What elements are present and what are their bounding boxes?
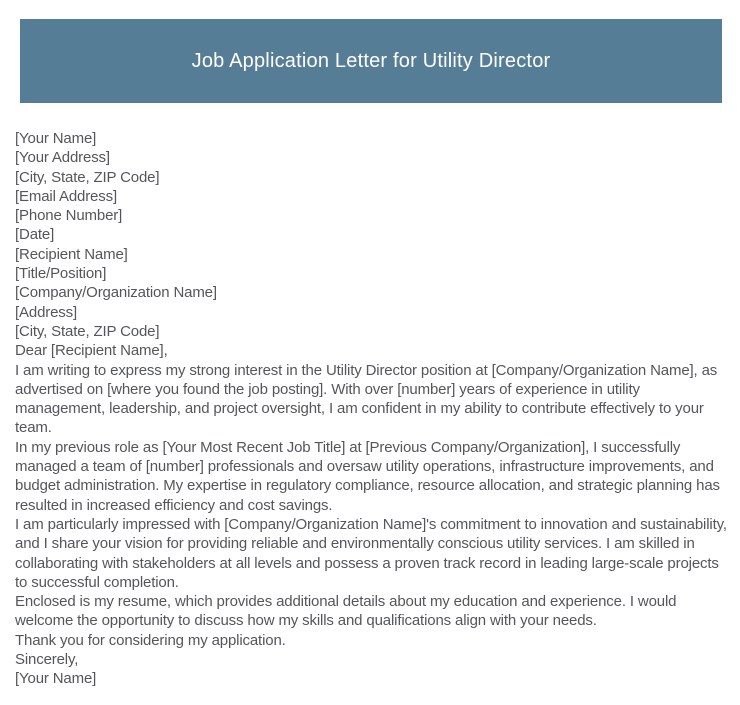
- recipient-line: [Title/Position]: [15, 265, 107, 283]
- sender-line: [Date]: [15, 226, 55, 244]
- letter-body: [15, 129, 727, 689]
- letter-paragraph: I am writing to express my strong interest in the Utility Director position at [Company/Organization Name], as advertised on [where you found the job posting]. With over [number] years of experience in utility management, leadership, and project oversight, I am confident in my ability to contribute effectively to your team.: [15, 361, 718, 437]
- sender-line: [Your Name]: [15, 130, 97, 147]
- letter-paragraph: Enclosed is my resume, which provides additional details about my education and experience. I would welcome the opportunity to discuss how my skills and qualifications align with your needs.: [15, 593, 677, 630]
- letter-paragraph: In my previous role as [Your Most Recent Job Title] at [Previous Company/Organization], I successfully managed a team of [number] professionals and oversaw utility operations, infrastructure improvements, and budget administration. My expertise in regulatory compliance, resource allocation, and strategic planning has resulted in increased efficiency and cost savings.: [15, 438, 720, 514]
- sender-block: [15, 129, 727, 245]
- sender-line: [City, State, ZIP Code]: [15, 168, 160, 186]
- signature: [Your Name]: [15, 670, 97, 688]
- sender-line: [Your Address]: [15, 149, 110, 167]
- recipient-line: [City, State, ZIP Code]: [15, 322, 160, 340]
- letter-paragraph: I am particularly impressed with [Company/Organization Name]'s commitment to innovation and sustainability, and I share your vision for providing reliable and environmentally conscious utility services. I am skilled in collaborating with stakeholders at all levels and possess a proven track record in leading large-scale projects to successful completion.: [15, 515, 727, 591]
- recipient-line: [Address]: [15, 303, 78, 321]
- paragraphs-block: [15, 361, 727, 631]
- recipient-block: [15, 245, 727, 341]
- signoff: Sincerely,: [15, 651, 79, 669]
- salutation: Dear [Recipient Name],: [15, 342, 168, 360]
- closing-line: Thank you for considering my application.: [15, 631, 286, 649]
- recipient-line: [Company/Organization Name]: [15, 284, 217, 302]
- page-title: Job Application Letter for Utility Director: [191, 49, 551, 72]
- sender-line: [Phone Number]: [15, 207, 123, 225]
- document-title-banner: [20, 19, 722, 103]
- recipient-line: [Recipient Name]: [15, 245, 128, 263]
- sender-line: [Email Address]: [15, 187, 117, 205]
